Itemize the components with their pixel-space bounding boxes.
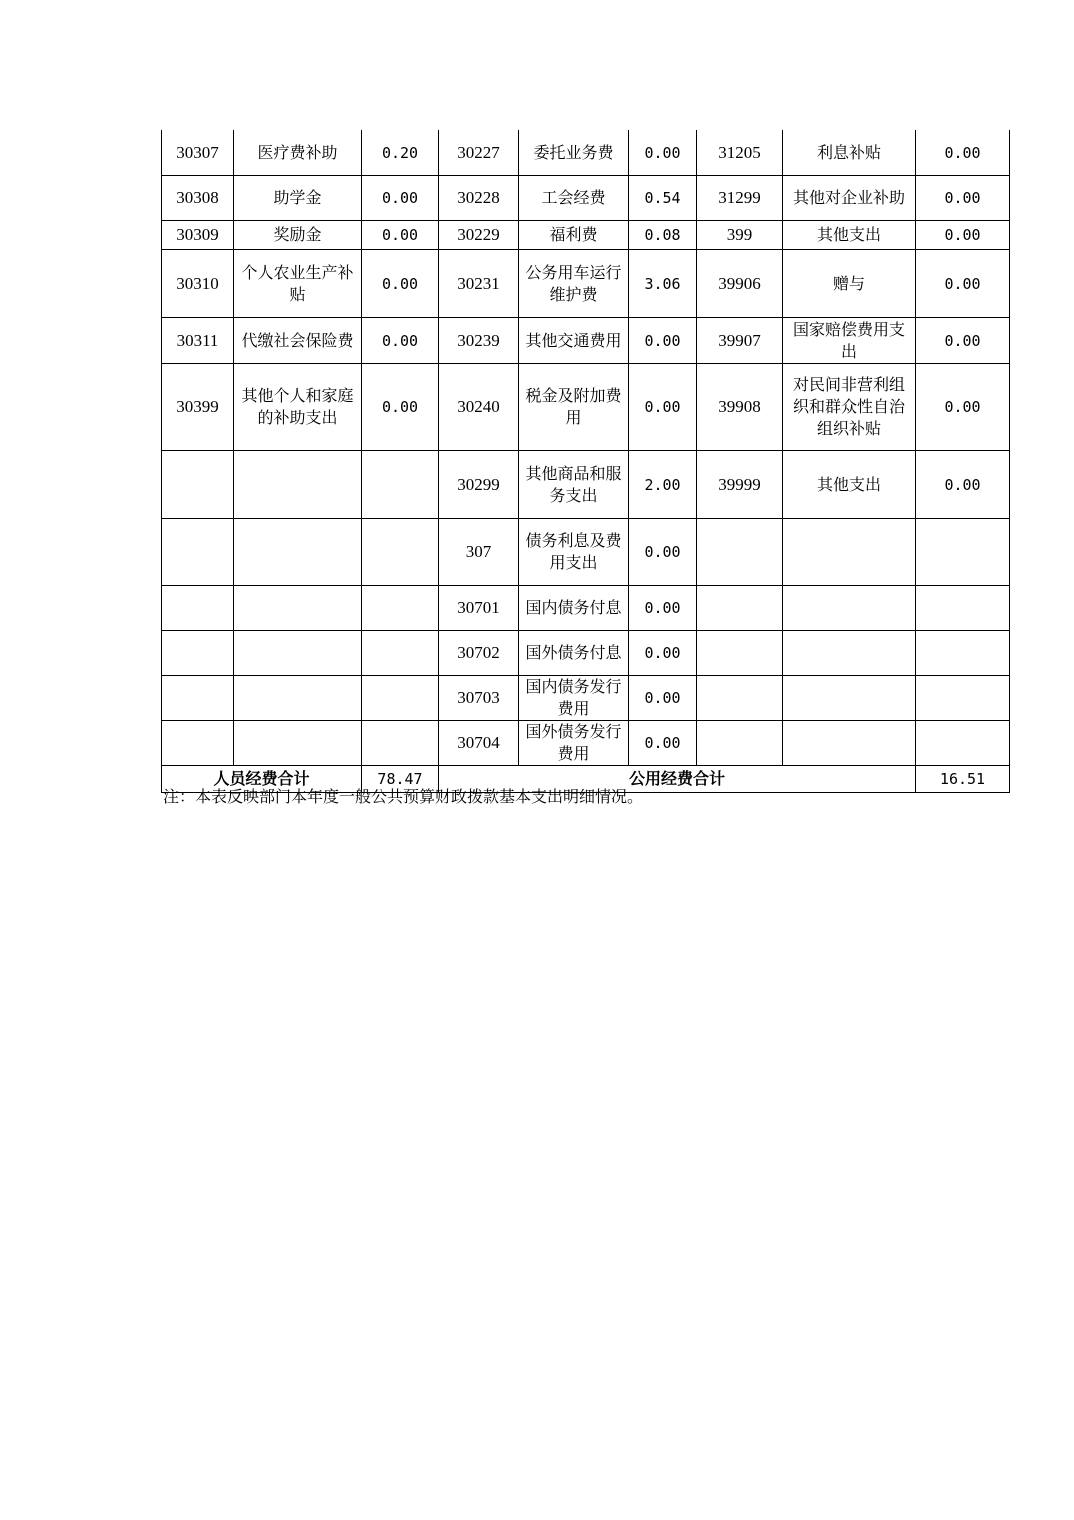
personnel-amount-cell: 0.00 [362,176,439,221]
public-amount-cell: 0.00 [629,721,697,766]
other-item-cell: 其他对企业补助 [783,176,916,221]
personnel-amount-cell [362,519,439,586]
personnel-code-cell [162,721,234,766]
table-body [162,130,1010,766]
other-amount-cell: 0.00 [916,221,1010,250]
other-item-cell: 利息补贴 [783,130,916,176]
personnel-code-cell: 30309 [162,221,234,250]
table-row [162,318,1010,364]
personnel-item-cell: 个人农业生产补贴 [234,250,362,318]
personnel-code-cell [162,631,234,676]
other-item-cell [783,586,916,631]
personnel-total-label: 人员经费合计 [162,766,362,793]
public-code-cell: 30231 [439,250,519,318]
personnel-code-cell: 30311 [162,318,234,364]
personnel-amount-cell [362,451,439,519]
public-amount-cell: 0.08 [629,221,697,250]
personnel-code-cell [162,519,234,586]
other-code-cell: 31299 [697,176,783,221]
other-code-cell: 39999 [697,451,783,519]
table-row [162,519,1010,586]
public-code-cell: 30703 [439,676,519,721]
other-amount-cell [916,721,1010,766]
personnel-item-cell: 其他个人和家庭的补助支出 [234,364,362,451]
public-item-cell: 国内债务付息 [519,586,629,631]
public-code-cell: 30228 [439,176,519,221]
table-row [162,451,1010,519]
other-code-cell [697,676,783,721]
other-item-cell [783,676,916,721]
public-code-cell: 30227 [439,130,519,176]
personnel-code-cell: 30307 [162,130,234,176]
other-item-cell: 对民间非营利组织和群众性自治组织补贴 [783,364,916,451]
personnel-code-cell: 30310 [162,250,234,318]
personnel-amount-cell [362,631,439,676]
table-row [162,721,1010,766]
other-amount-cell [916,519,1010,586]
other-amount-cell: 0.00 [916,318,1010,364]
public-item-cell: 债务利息及费用支出 [519,519,629,586]
public-code-cell: 30704 [439,721,519,766]
public-item-cell: 其他商品和服务支出 [519,451,629,519]
other-amount-cell: 0.00 [916,250,1010,318]
public-amount-cell: 0.00 [629,318,697,364]
personnel-code-cell [162,676,234,721]
other-code-cell [697,586,783,631]
public-code-cell: 30702 [439,631,519,676]
other-item-cell: 其他支出 [783,451,916,519]
public-code-cell: 307 [439,519,519,586]
personnel-item-cell: 奖励金 [234,221,362,250]
other-amount-cell [916,586,1010,631]
personnel-amount-cell [362,586,439,631]
other-code-cell [697,631,783,676]
other-item-cell: 国家赔偿费用支出 [783,318,916,364]
other-item-cell: 赠与 [783,250,916,318]
personnel-item-cell: 代缴社会保险费 [234,318,362,364]
table-row [162,676,1010,721]
table-row [162,631,1010,676]
other-amount-cell: 0.00 [916,364,1010,451]
expenditure-detail-table [161,130,1010,793]
public-code-cell: 30701 [439,586,519,631]
public-item-cell: 税金及附加费用 [519,364,629,451]
other-code-cell: 39907 [697,318,783,364]
personnel-code-cell: 30308 [162,176,234,221]
public-code-cell: 30299 [439,451,519,519]
public-amount-cell: 0.54 [629,176,697,221]
public-amount-cell: 0.00 [629,676,697,721]
public-code-cell: 30239 [439,318,519,364]
other-code-cell: 31205 [697,130,783,176]
personnel-amount-cell: 0.00 [362,221,439,250]
other-amount-cell [916,631,1010,676]
personnel-amount-cell: 0.00 [362,364,439,451]
other-amount-cell: 0.00 [916,130,1010,176]
other-code-cell: 399 [697,221,783,250]
other-amount-cell [916,676,1010,721]
other-code-cell [697,721,783,766]
public-item-cell: 工会经费 [519,176,629,221]
public-item-cell: 公务用车运行维护费 [519,250,629,318]
personnel-item-cell: 助学金 [234,176,362,221]
personnel-amount-cell: 0.00 [362,250,439,318]
public-code-cell: 30240 [439,364,519,451]
public-item-cell: 委托业务费 [519,130,629,176]
table-row [162,176,1010,221]
personnel-total-value: 78.47 [362,766,439,793]
other-code-cell: 39908 [697,364,783,451]
other-item-cell [783,519,916,586]
personnel-amount-cell [362,721,439,766]
public-code-cell: 30229 [439,221,519,250]
other-item-cell [783,721,916,766]
public-item-cell: 国外债务付息 [519,631,629,676]
personnel-amount-cell: 0.00 [362,318,439,364]
personnel-item-cell [234,631,362,676]
public-amount-cell: 3.06 [629,250,697,318]
public-total-value: 16.51 [916,766,1010,793]
other-item-cell [783,631,916,676]
public-amount-cell: 0.00 [629,519,697,586]
personnel-item-cell [234,519,362,586]
personnel-amount-cell [362,676,439,721]
public-item-cell: 其他交通费用 [519,318,629,364]
other-code-cell: 39906 [697,250,783,318]
other-amount-cell: 0.00 [916,176,1010,221]
table-row [162,221,1010,250]
public-amount-cell: 2.00 [629,451,697,519]
personnel-item-cell [234,586,362,631]
public-amount-cell: 0.00 [629,364,697,451]
public-item-cell: 国外债务发行费用 [519,721,629,766]
personnel-amount-cell: 0.20 [362,130,439,176]
personnel-item-cell [234,721,362,766]
table-row [162,586,1010,631]
public-amount-cell: 0.00 [629,586,697,631]
public-amount-cell: 0.00 [629,130,697,176]
public-total-label: 公用经费合计 [439,766,916,793]
personnel-code-cell [162,451,234,519]
personnel-item-cell [234,451,362,519]
other-item-cell: 其他支出 [783,221,916,250]
personnel-code-cell [162,586,234,631]
public-amount-cell: 0.00 [629,631,697,676]
public-item-cell: 国内债务发行费用 [519,676,629,721]
other-amount-cell: 0.00 [916,451,1010,519]
personnel-item-cell: 医疗费补助 [234,130,362,176]
table-note: 注：本表反映部门本年度一般公共预算财政拨款基本支出明细情况。 [163,787,644,806]
other-code-cell [697,519,783,586]
table-row [162,130,1010,176]
public-item-cell: 福利费 [519,221,629,250]
personnel-item-cell [234,676,362,721]
table-row [162,364,1010,451]
table-row [162,250,1010,318]
personnel-code-cell: 30399 [162,364,234,451]
